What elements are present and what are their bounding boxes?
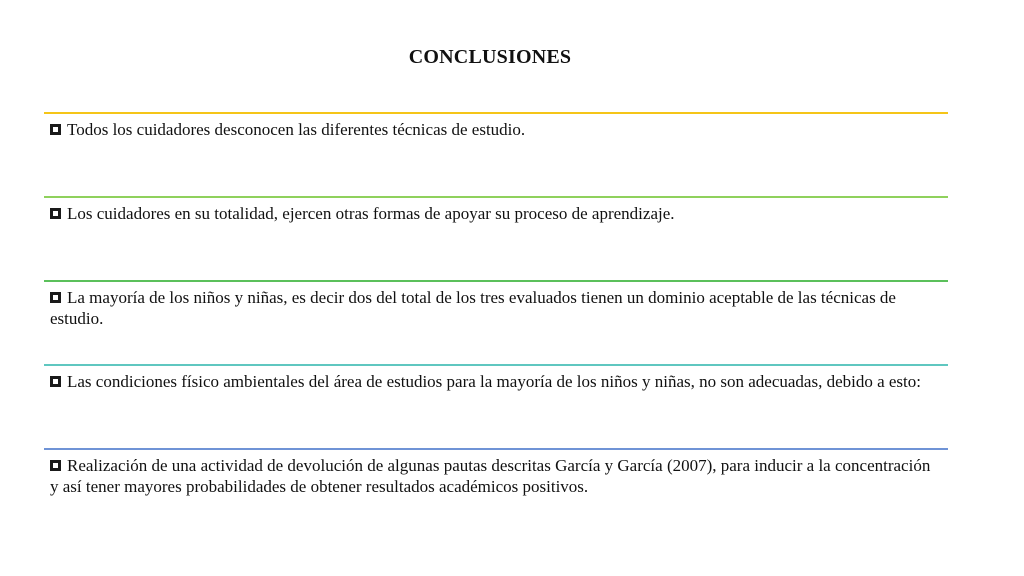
conclusion-item-1 [44, 112, 948, 196]
conclusion-text: Todos los cuidadores desconocen las diferentes técnicas de estudio. [67, 120, 526, 139]
conclusion-item-3 [44, 280, 948, 364]
square-bullet-icon [50, 208, 61, 219]
conclusion-item-2 [44, 196, 948, 280]
conclusion-text: La mayoría de los niños y niñas, es decir dos del total de los tres evaluados tienen un dominio aceptable de las técnicas de estudio. [50, 288, 896, 328]
conclusion-text: Realización de una actividad de devolución de algunas pautas descritas García y García (2007), para inducir a la concentración y así tener mayores probabilidades de obtener resultados académicos positivos. [50, 456, 931, 496]
conclusion-item-4 [44, 364, 948, 448]
square-bullet-icon [50, 292, 61, 303]
conclusion-text: Los cuidadores en su totalidad, ejercen otras formas de apoyar su proceso de aprendizaje. [67, 204, 675, 223]
square-bullet-icon [50, 124, 61, 135]
conclusions-list [44, 112, 948, 532]
square-bullet-icon [50, 376, 61, 387]
conclusion-text: Las condiciones físico ambientales del área de estudios para la mayoría de los niños y niñas, no son adecuadas, debido a esto: [67, 372, 921, 391]
page-title: CONCLUSIONES [408, 46, 572, 68]
conclusion-item-5 [44, 448, 948, 532]
square-bullet-icon [50, 460, 61, 471]
